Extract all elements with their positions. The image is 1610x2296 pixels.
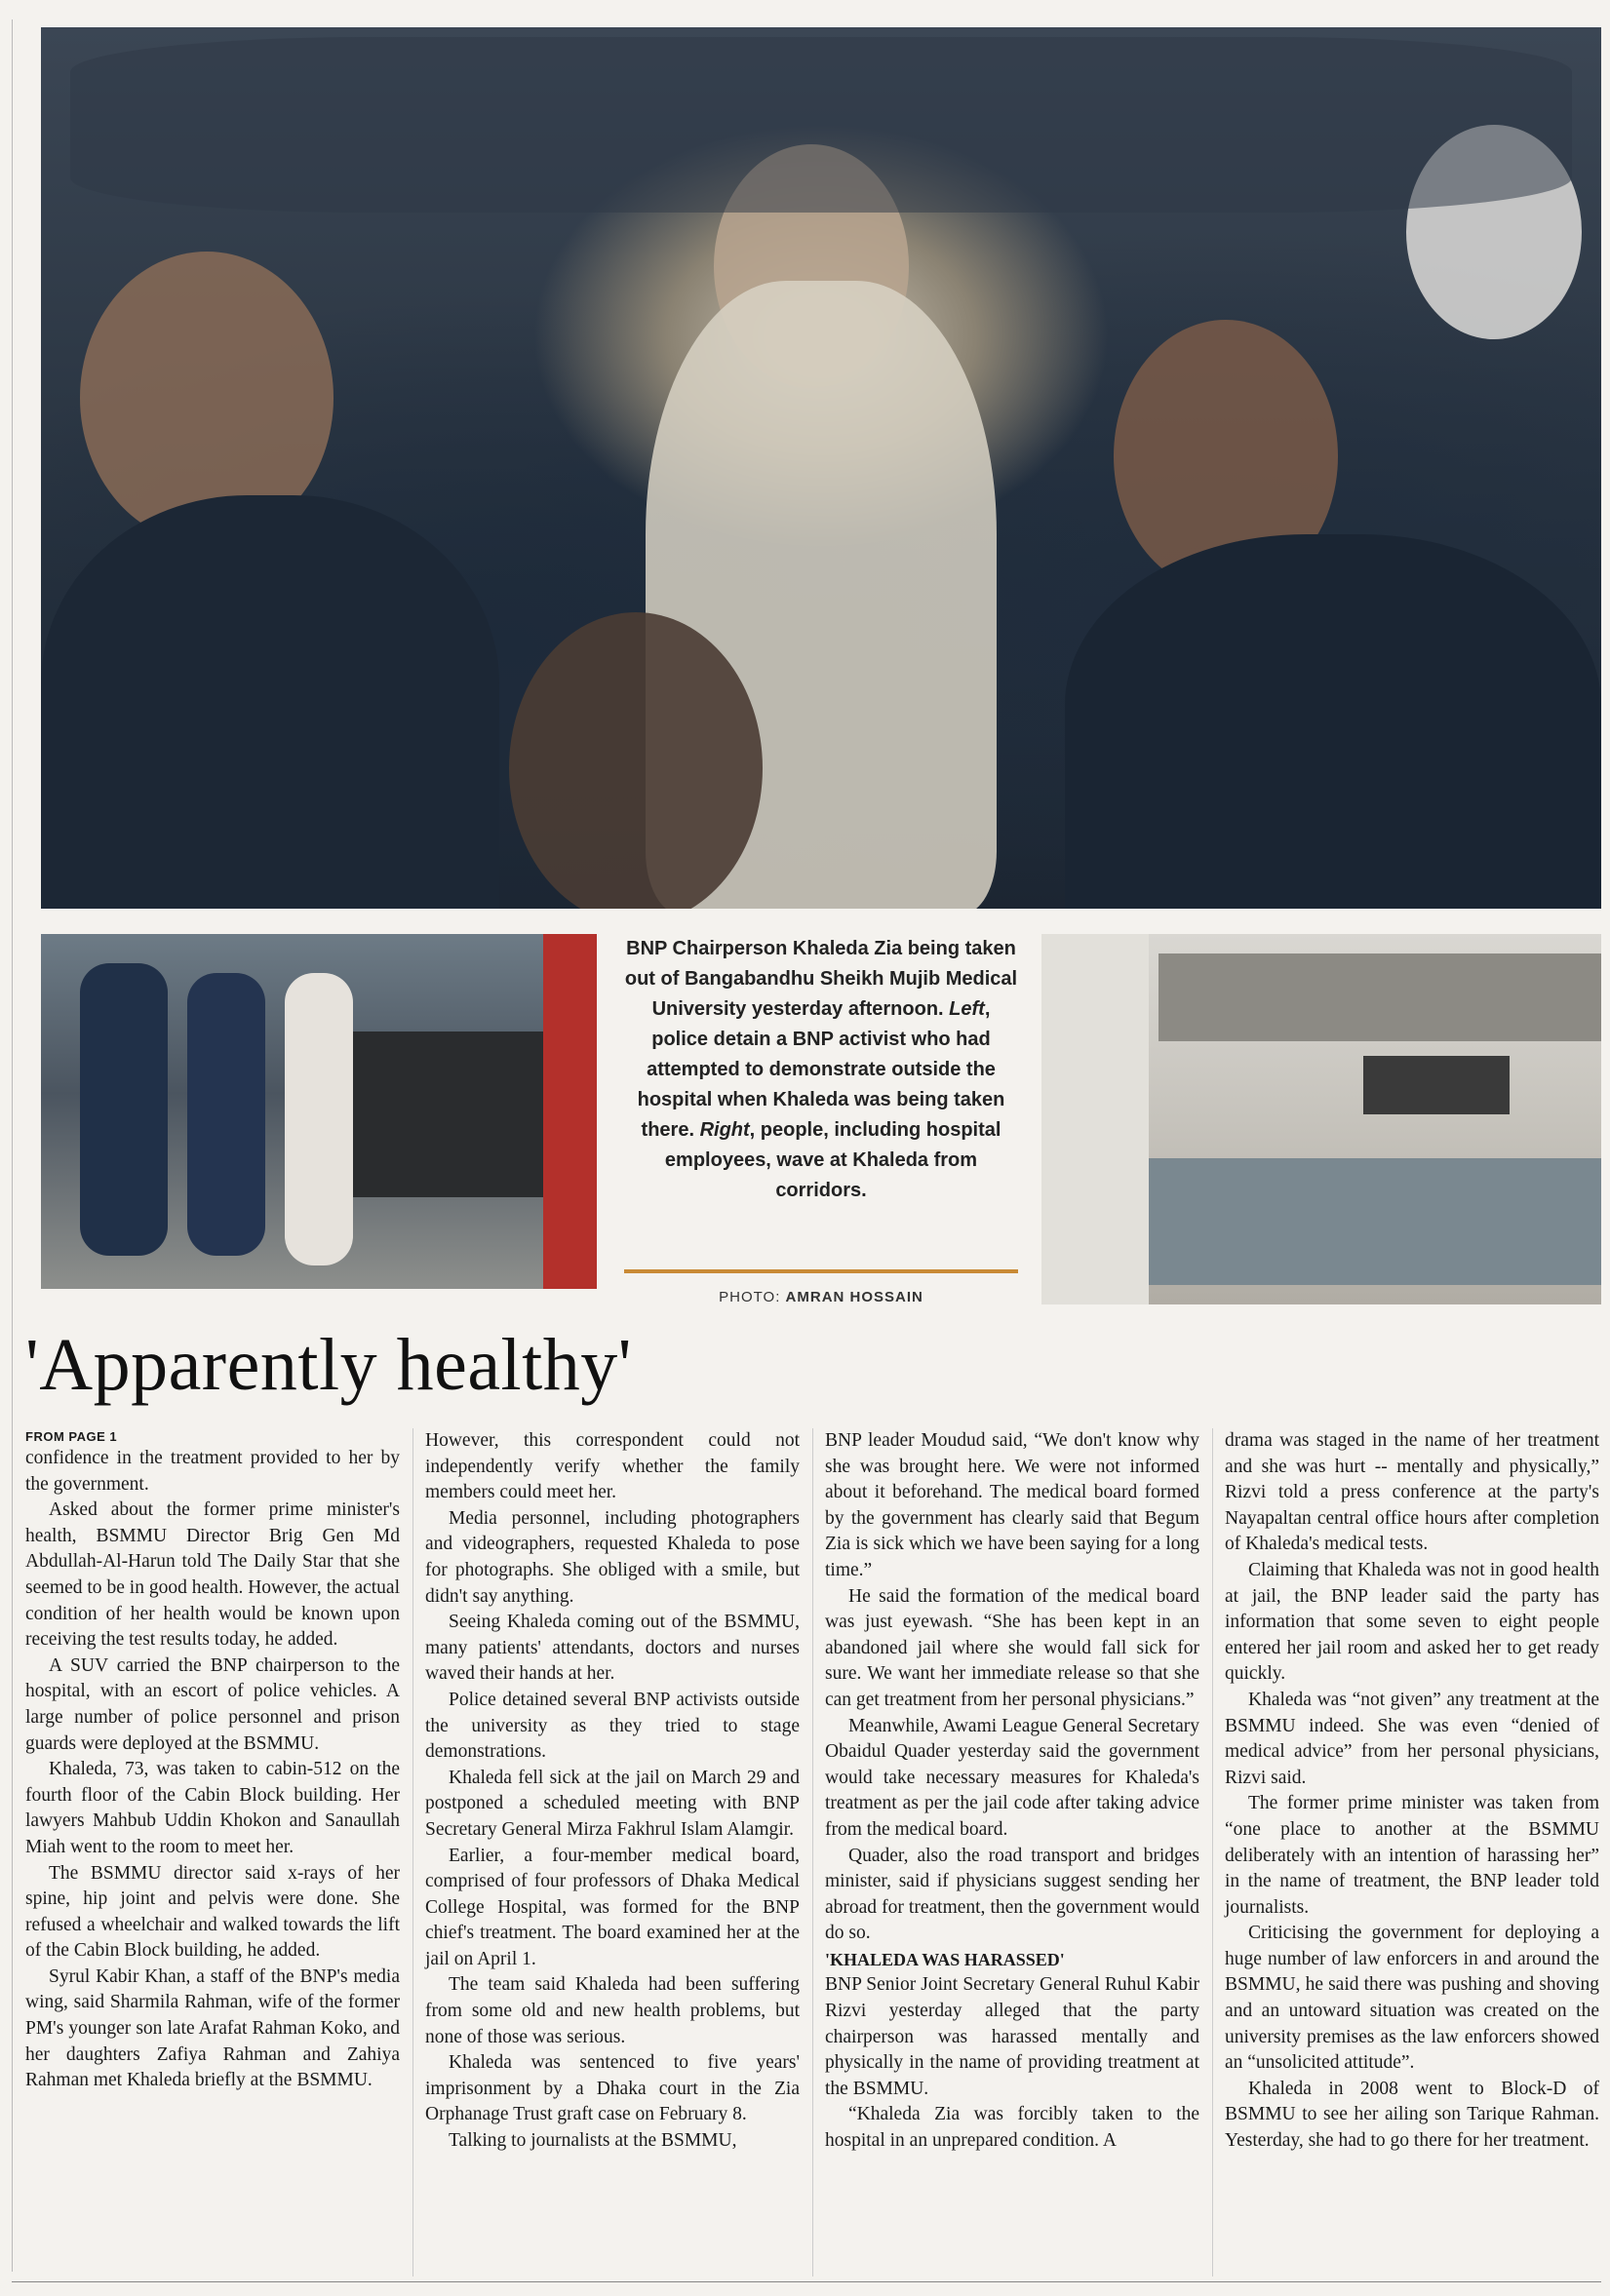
headline: 'Apparently healthy' [25, 1324, 632, 1406]
caption-line3: , people, including hospital employees, wave at Khaleda from corridors. [664, 1119, 1001, 1201]
paragraph: However, this correspondent could not independently verify whether the family members could meet her. [425, 1430, 800, 1503]
paragraph: A SUV carried the BNP chairperson to the hospital, with an escort of police vehicles. A large number of police personnel and prison guards were deployed at the BSMMU. [25, 1654, 400, 1754]
photo-caption [624, 934, 1018, 1206]
article-column-2 [425, 1428, 800, 2155]
photo-lower-balcony-crowd [1129, 1158, 1601, 1285]
paragraph: He said the formation of the medical board was just eyewash. “She has been kept in an abandoned jail where she would fall sick for sure. We want her immediate release so that she can get treatment from her personal physicians.” [825, 1585, 1199, 1710]
photo-police-1 [80, 963, 168, 1256]
photo-red-vehicle [543, 934, 597, 1289]
right-news-photo [1041, 934, 1601, 1304]
paragraph: Claiming that Khaleda was not in good health at jail, the BNP leader said the party has information that some seven to eight people entered her jail room and asked her to get ready quickly. [1225, 1559, 1599, 1685]
column-rule-1 [412, 1428, 413, 2277]
photo-figure-foreground-head [509, 612, 763, 909]
column-rule-2 [812, 1428, 813, 2277]
page-bottom-rule [12, 2281, 1601, 2282]
paragraph: Police detained several BNP activists outside the university as they tried to stage demonstrations. [425, 1689, 800, 1763]
credit-prefix: PHOTO: [719, 1289, 781, 1305]
paragraph: The former prime minister was taken from “one place to another at the BSMMU deliberately with an intention of harassing her” in the name of treatment, the BNP leader told journalists. [1225, 1793, 1599, 1918]
photo-wall [1041, 934, 1149, 1304]
column-rule-3 [1212, 1428, 1213, 2277]
paragraph: Syrul Kabir Khan, a staff of the BNP's media wing, said Sharmila Rahman, wife of the former PM's younger son late Arafat Rahman Koko, and her daughters Zafiya Rahman and Zahiya Rahman met Khaleda briefly at the BSMMU. [25, 1965, 400, 2091]
paragraph: confidence in the treatment provided to her by the government. [25, 1448, 400, 1495]
photo-background-crowd [70, 37, 1572, 213]
article-column-4 [1225, 1428, 1599, 2155]
paragraph: Earlier, a four-member medical board, comprised of four professors of Dhaka Medical College Hospital, was formed for the BNP chief's treatment. The board examined her at the jail on April 1. [425, 1845, 800, 1969]
paragraph: The team said Khaleda had been suffering from some old and new health problems, but none of those was serious. [425, 1974, 800, 2047]
article-subhead: 'KHALEDA WAS HARASSED' [825, 1949, 1065, 1969]
paragraph: drama was staged in the name of her treatment and she was hurt -- mentally and physically,” Rizvi told a press conference at the party's Nayapaltan central office hours after completion of Khaleda's medical tests. [1225, 1430, 1599, 1555]
photo-credit [624, 1289, 1018, 1305]
caption-left-word: Left [949, 998, 985, 1020]
paragraph: Khaleda was sentenced to five years' imprisonment by a Dhaka court in the Zia Orphanage Trust graft case on February 8. [425, 2052, 800, 2125]
paragraph: Meanwhile, Awami League General Secretary Obaidul Quader yesterday said the government would take necessary measures for Khaleda's treatment as per the jail code after taking advice from the medical board. [825, 1715, 1199, 1840]
paragraph: Criticising the government for deploying a huge number of law enforcers in and around the BSMMU, he said there was pushing and shoving and an untoward situation was created on the university premises as the law enforcers showed an “unsolicited attitude”. [1225, 1923, 1599, 2074]
photo-police-2 [187, 973, 265, 1256]
paragraph: Asked about the former prime minister's health, BSMMU Director Brig Gen Md Abdullah-Al-Harun told The Daily Star that she seemed to be in good health. However, the actual condition of her health would be known upon receiving the test results today, he added. [25, 1499, 400, 1651]
paragraph: Media personnel, including photographers and videographers, requested Khaleda to pose for photographs. She obliged with a smile, but didn't say anything. [425, 1507, 800, 1607]
paragraph: Khaleda, 73, was taken to cabin-512 on the fourth floor of the Cabin Block building. Her lawyers Mahbub Uddin Khokon and Sanaullah Miah went to the room to meet her. [25, 1759, 400, 1857]
caption-line2: , police detain a BNP activist who had attempted to demonstrate outside the hospital when Khaleda was being taken there. [637, 998, 1005, 1141]
paragraph: Talking to journalists at the BSMMU, [449, 2130, 737, 2152]
main-news-photo [41, 27, 1601, 909]
photo-vent [1363, 1056, 1510, 1114]
caption-line1: BNP Chairperson Khaleda Zia being taken out of Bangabandhu Sheikh Mujib Medical University yesterday afternoon. [624, 938, 1018, 1020]
caption-rule [624, 1269, 1018, 1273]
paragraph: BNP leader Moudud said, “We don't know why she was brought here. We were not informed about it beforehand. The medical board formed by the government has clearly said that Begum Zia is sick which we have been saying for a long time.” [825, 1430, 1199, 1580]
paragraph: “Khaleda Zia was forcibly taken to the hospital in an unprepared condition. A [825, 2104, 1199, 2152]
from-page-label: FROM PAGE 1 [25, 1429, 118, 1444]
paragraph: BNP Senior Joint Secretary General Ruhul Kabir Rizvi yesterday alleged that the party chairperson was harassed mentally and physically in the name of providing treatment at the BSMMU. [825, 1974, 1199, 2099]
article-column-3 [825, 1428, 1199, 2155]
page-left-rule [12, 19, 13, 2272]
paragraph: Khaleda in 2008 went to Block-D of BSMMU to see her ailing son Tarique Rahman. Yesterday, she had to go there for her treatment. [1225, 2078, 1599, 2152]
paragraph: Quader, also the road transport and bridges minister, said if physicians suggest sending her abroad for treatment, then the government would do so. [825, 1845, 1199, 1944]
paragraph: Khaleda was “not given” any treatment at the BSMMU indeed. She was even “denied of medical advice” from her personal physicians, Rizvi said. [1225, 1689, 1599, 1788]
photo-upper-balcony [1158, 953, 1601, 1041]
left-news-photo [41, 934, 597, 1289]
paragraph: Khaleda fell sick at the jail on March 29 and postponed a scheduled meeting with BNP Secretary General Mirza Fakhrul Islam Alamgir. [425, 1767, 800, 1840]
photo-figure-left-uniform [41, 495, 499, 909]
caption-right-word: Right [699, 1119, 750, 1141]
paragraph: The BSMMU director said x-rays of her spine, hip joint and pelvis were done. She refused a wheelchair and walked towards the lift of the Cabin Block building, he added. [25, 1862, 400, 1962]
article-column-1 [25, 1428, 400, 2094]
photo-activist [285, 973, 353, 1265]
photo-figure-right-uniform [1065, 534, 1601, 909]
credit-name: AMRAN HOSSAIN [785, 1289, 923, 1305]
paragraph: Seeing Khaleda coming out of the BSMMU, many patients' attendants, doctors and nurses waved their hands at her. [425, 1612, 800, 1685]
